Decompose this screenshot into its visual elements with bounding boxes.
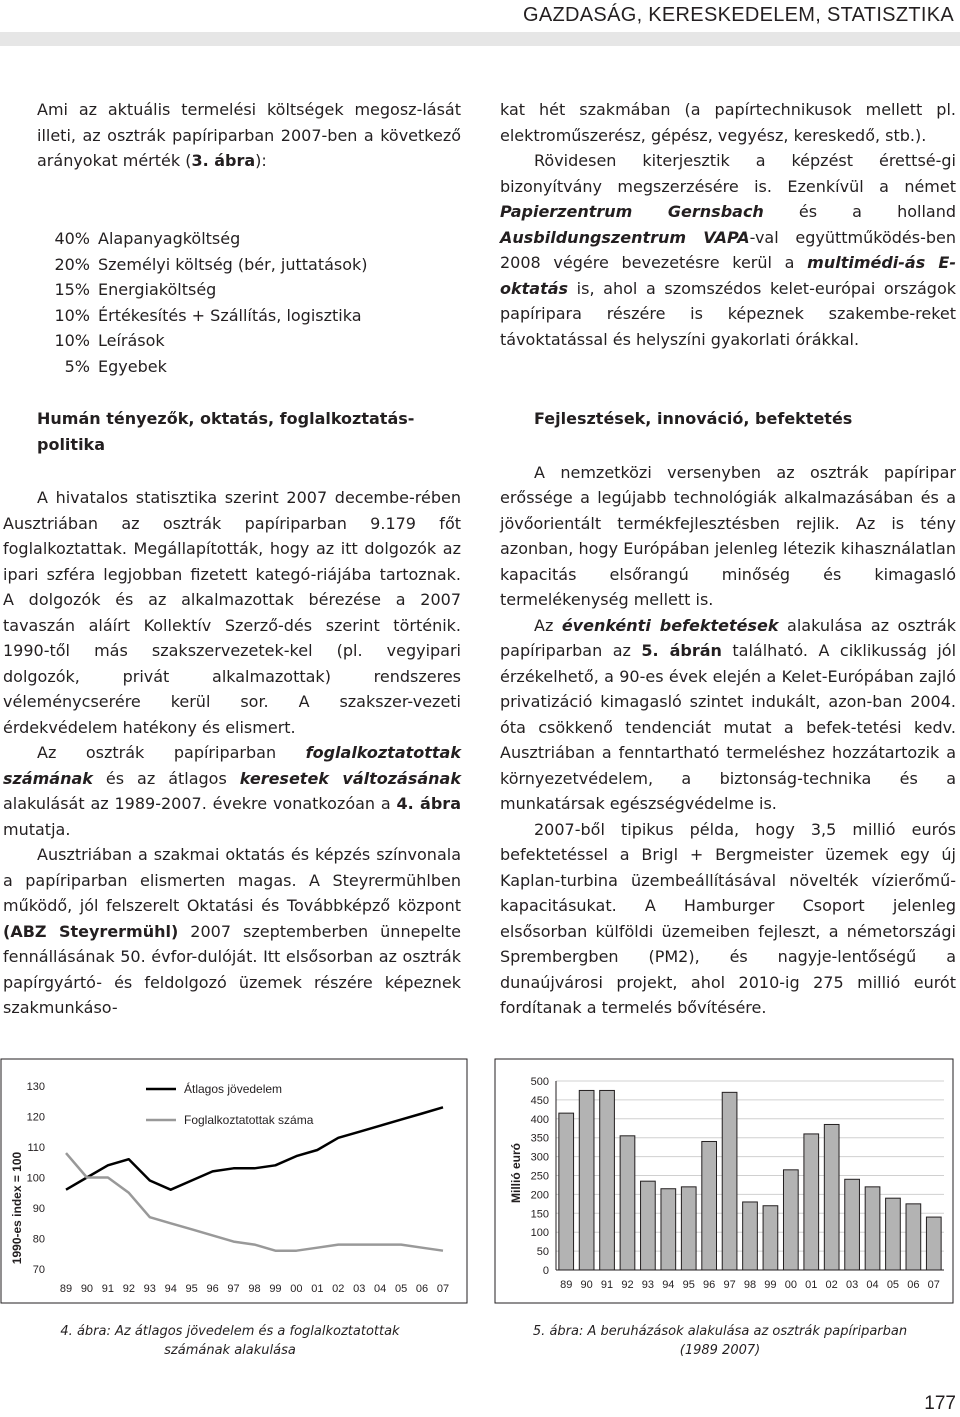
x-tick-label: 05 [394, 1283, 408, 1295]
x-tick-label: 03 [353, 1283, 366, 1295]
paragraph: Ausztriában a szakmai oktatás és képzés színvonala a papíriparban elismerten magas. A Steyrermühlben működő, jól felszerelt Oktatási és Továbbképző központ (ABZ Steyrermühl) 2007 szeptemberben ünnepelte fennállásának 50. évfor-dulóját. Itt elsősorban az osztrák papírgyártó- és feldolgozó üzemek részére képeznek szakmunkáso- [3, 845, 461, 1017]
legend-label-employment: Foglalkoztatottak száma [184, 1113, 314, 1127]
paragraph: 2007-ből tipikus példa, hogy 3,5 millió eurós befektetéssel a Brigl + Bergmeister üzemek egy új Kaplan-turbina üzembeállításával növelték vízierőmű-kapacitásukat. A Hamburger Csoport jelenleg elsősorban külföldi üzemeiben fejleszt, a németországi Sprembergben (PM2), és nagyje-lentőségű a dunaújvárosi projekt, ahol 2010-ig 275 millió eurót fordítanak a termelés bővítésére. [500, 819, 956, 1017]
x-tick-label: 93 [641, 1279, 655, 1291]
y-tick-label: 130 [26, 1081, 45, 1093]
paragraph: A hivatalos statisztika szerint 2007 decembe-rében Ausztriában az osztrák papíriparban 9.179 főt foglalkoztattak. Megállapították, hogy az itt dolgozók az ipari szféra legjobban fizetett kategó-riájába tartoznak. A dolgozók és az alkalmazottak bérezése a 2007 tavaszán aláírt Kollektív Szerző-dés szerint történik. 1990-től más szakszervezetek-kel (pl. vegyipari dolgozók, privát alkalmazottak) rendszeres véleménycserére kerül sor. A szakszer-vezeti érdekvédelem hatékony és elismert. [3, 488, 461, 737]
section-heading: Humán tényezők, oktatás, foglalkoztatás-politika [37, 409, 415, 454]
section-human-factors [37, 406, 461, 457]
y-tick-label: 100 [26, 1172, 45, 1185]
x-tick-label: 05 [886, 1279, 900, 1291]
section-heading: Fejlesztések, innováció, befektetés [534, 409, 853, 428]
bar [681, 1187, 696, 1270]
x-tick-label: 99 [764, 1279, 777, 1291]
bar [783, 1170, 798, 1270]
y-tick-label: 90 [32, 1203, 45, 1215]
x-tick-label: 90 [80, 1283, 94, 1295]
bar [824, 1124, 839, 1270]
legend-label-income: Átlagos jövedelem [184, 1082, 283, 1096]
x-tick-label: 02 [825, 1279, 838, 1291]
figure-4-caption: 4. ábra: Az átlagos jövedelem és a foglalkoztatottak számának alakulása [60, 1324, 400, 1358]
cost-item [42, 328, 368, 354]
right-top-text [500, 97, 956, 352]
y-tick-label: 400 [530, 1113, 549, 1126]
bar [926, 1217, 941, 1270]
x-tick-label: 99 [269, 1283, 282, 1295]
cost-label: Személyi költség (bér, juttatások) [98, 254, 368, 274]
cost-item [42, 277, 368, 303]
bar [763, 1206, 778, 1270]
y-axis-label: Millió euró [509, 1143, 523, 1203]
x-tick-label: 91 [101, 1283, 115, 1295]
paragraph: Az évenkénti befektetések alakulása az osztrák papíriparban az 5. ábrán található. A ciklikusság jól érzékelhető, a 90-es évek elején a Kelet-Európában zajló privatizáció kimagasló szintet indukált, azon-ban 2004. óta csökkenő tendenciát mutat a befek-tetési kedv. Ausztriában a fenntartható termeléshez hozzátartozik a környezetvédelem, a biztonság-technika és a munkatársak egészségvédelme is. [500, 615, 957, 813]
cost-pct: 15% [54, 280, 90, 299]
bar [620, 1136, 635, 1270]
y-tick-label: 500 [530, 1076, 549, 1088]
header-rule [0, 32, 960, 46]
bar [886, 1198, 901, 1270]
x-tick-label: 93 [143, 1283, 156, 1295]
x-tick-label: 95 [185, 1283, 198, 1295]
x-tick-label: 01 [805, 1279, 818, 1291]
y-tick-label: 120 [26, 1111, 45, 1124]
bar [845, 1179, 860, 1270]
income-employment-line-chart [0, 1058, 470, 1306]
y-tick-label: 200 [530, 1189, 549, 1202]
bar [641, 1181, 656, 1270]
x-tick-label: 01 [311, 1283, 324, 1295]
cost-pct: 20% [54, 254, 90, 274]
x-tick-label: 96 [703, 1279, 716, 1291]
cost-item [42, 303, 368, 329]
cost-pct: 10% [54, 305, 90, 325]
x-tick-label: 89 [59, 1283, 73, 1295]
y-tick-label: 300 [530, 1151, 549, 1164]
bar [722, 1092, 737, 1270]
y-axis-label: 1990-es index = 100 [10, 1151, 24, 1265]
x-tick-label: 04 [866, 1279, 879, 1291]
x-tick-label: 07 [436, 1283, 450, 1295]
x-tick-label: 94 [164, 1283, 177, 1295]
bar [579, 1090, 594, 1270]
x-tick-label: 94 [662, 1279, 675, 1291]
x-tick-label: 97 [723, 1279, 736, 1291]
y-tick-label: 350 [530, 1132, 549, 1145]
bar [661, 1189, 676, 1270]
y-tick-label: 110 [27, 1142, 45, 1154]
y-tick-label: 100 [530, 1227, 549, 1240]
x-tick-label: 02 [332, 1283, 345, 1295]
cost-label: Egyebek [98, 356, 167, 376]
y-tick-label: 250 [530, 1170, 549, 1183]
cost-item [42, 354, 368, 380]
paragraph: Rövidesen kiterjesztik a képzést érettsé-gi bizonyítvány megszerzésére is. Ezenkívül a német Papierzentrum Gernsbach és a holland Ausbildungszentrum VAPA-val együttműködés-ben 2008 végére bevezetésre kerül a multimédi-ás E-oktatás is, ahol a szomszédos kelet-európai országok papíripara részére is képeznek szakembe-reket távoktatással és helyszíni gyakorlati órákkal. [500, 151, 956, 349]
costs-intro-text: Ami az aktuális termelési költségek megosz-lását illeti, az osztrák papíriparban 2007-ben a következő arányokat mérték (3. ábra): [37, 100, 461, 170]
cost-pct: 10% [54, 331, 90, 350]
x-tick-label: 00 [784, 1279, 797, 1291]
y-tick-label: 0 [542, 1265, 549, 1277]
y-tick-label: 150 [530, 1208, 549, 1221]
bar [743, 1202, 758, 1270]
x-tick-label: 04 [374, 1283, 387, 1295]
x-tick-label: 90 [580, 1279, 593, 1291]
x-tick-label: 00 [290, 1283, 303, 1295]
x-tick-label: 97 [227, 1283, 240, 1295]
bar [702, 1141, 717, 1270]
x-tick-label: 98 [248, 1283, 261, 1295]
x-tick-label: 89 [560, 1279, 573, 1291]
x-tick-label: 91 [600, 1279, 614, 1291]
cost-label: Energiaköltség [98, 280, 217, 299]
costs-intro [37, 97, 461, 174]
figure-5-caption: 5. ábra: A beruházások alakulása az osztrák papíriparban (1989 2007) [532, 1324, 908, 1358]
cost-label: Értékesítés + Szállítás, logisztika [98, 305, 362, 325]
y-tick-label: 70 [32, 1264, 45, 1276]
investment-bar-chart [494, 1058, 956, 1306]
cost-list [42, 226, 368, 379]
running-header: GAZDASÁG, KERESKEDELEM, STATISZTIKA [523, 4, 954, 26]
x-tick-label: 98 [743, 1279, 757, 1291]
y-tick-label: 450 [530, 1094, 549, 1107]
x-tick-label: 07 [927, 1279, 940, 1291]
bar [600, 1090, 615, 1270]
y-tick-label: 50 [536, 1246, 549, 1259]
cost-item [42, 226, 368, 252]
bar [865, 1187, 880, 1270]
section-human-factors-body [3, 485, 461, 1021]
cost-label: Leírások [98, 331, 165, 350]
bar [559, 1113, 574, 1270]
x-tick-label: 06 [415, 1283, 429, 1295]
x-tick-label: 92 [122, 1283, 135, 1295]
x-tick-label: 92 [621, 1279, 634, 1291]
cost-pct: 40% [54, 229, 90, 248]
cost-pct: 5% [64, 356, 90, 376]
cost-item [42, 252, 368, 278]
bar [804, 1134, 819, 1270]
x-tick-label: 03 [845, 1279, 859, 1291]
x-tick-label: 96 [206, 1283, 219, 1295]
x-tick-label: 06 [907, 1279, 920, 1291]
page-number: 177 [924, 1393, 956, 1414]
x-tick-label: 95 [682, 1279, 695, 1291]
cost-label: Alapanyagköltség [98, 229, 241, 248]
y-tick-label: 80 [32, 1233, 45, 1246]
paragraph: A nemzetközi versenyben az osztrák papíripar erőssége a legújabb technológiák alkalmazásában és a jövőorientált termékfejlesztésben rejlik. Az is tény azonban, hogy Európában jelenleg létezik kihasználatlan kapacitás elsőrangú minőség és kimagasló termelékenység mellett is. [500, 462, 956, 609]
paragraph: Az osztrák papíriparban foglalkoztatottak számának és az átlagos keresetek változásának alakulását az 1989-2007. évekre vonatkozóan a 4. ábra mutatja. [3, 743, 461, 839]
paragraph: kat hét szakmában (a papírtechnikusok mellett pl. elektroműszerész, gépész, vegyész, kereskedő, stb.). [500, 100, 956, 145]
section-development [500, 406, 956, 1021]
bar [906, 1204, 921, 1270]
